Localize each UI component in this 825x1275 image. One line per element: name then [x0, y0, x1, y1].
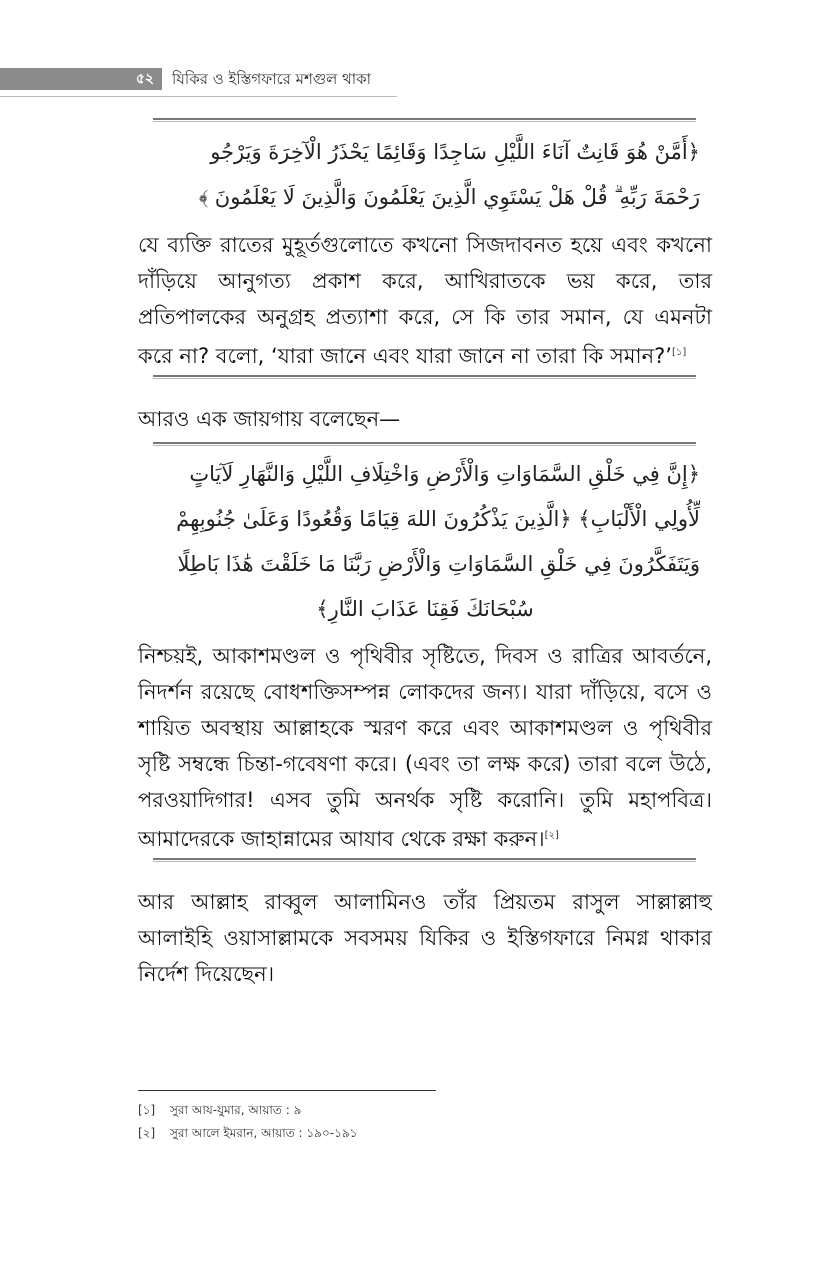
running-title: যিকির ও ইস্তিগফারে মশগুল থাকা: [172, 70, 371, 88]
arabic-verse-2: [150, 452, 700, 632]
footnote-mark-2[interactable]: [২]: [544, 830, 559, 841]
separator-top-2: [153, 442, 696, 444]
header-rule: [0, 96, 397, 97]
footnote-mark-1[interactable]: [১]: [671, 347, 687, 358]
arabic-line: سُبْحَانَكَ فَقِنَا عَذَابَ النَّارِ﴾: [316, 597, 534, 621]
separator-top-1: [153, 118, 696, 120]
translation-1: [138, 227, 712, 374]
footnote-number: [২]: [138, 1126, 156, 1140]
translation-text: নিশ্চয়ই, আকাশমণ্ডল ও পৃথিবীর সৃষ্টিতে, দিবস ও রাত্রির আবর্তনে, নিদর্শন রয়েছে বোধশক্তিসম্পন্ন লোকদের জন্য। যারা দাঁড়িয়ে, বসে ও শায়িত অবস্থায় আল্লাহকে স্মরণ করে এবং আকাশমণ্ডল ও পৃথিবীর সৃষ্টি সম্বন্ধে চিন্তা-গবেষণা করে। (এবং তা লক্ষ করে) তারা বলে উঠে, পরওয়াদিগার! এসব তুমি অনর্থক সৃষ্টি করোনি। তুমি মহাপবিত্র। আমাদেরকে জাহান্নামের আযাব থেকে রক্ষা করুন।: [138, 644, 712, 851]
footnote-1: [138, 1101, 301, 1119]
arabic-line: رَحْمَةَ رَبِّهِ ۗ قُلْ هَلْ يَسْتَوِي الَّذِينَ يَعْلَمُونَ وَالَّذِينَ لَا يَعْلَمُونَ ﴾: [198, 185, 700, 209]
footnote-text: সুরা আলে ইমরান, আয়াত : ১৯০-১৯১: [170, 1126, 358, 1140]
page-number: ৫২: [135, 71, 154, 87]
separator-bottom-1: [153, 375, 696, 377]
footnote-2: [138, 1124, 357, 1142]
closing-paragraph: [138, 884, 712, 992]
intro-line: আরও এক জায়গায় বলেছেন—: [138, 407, 401, 431]
arabic-line: وَيَتَفَكَّرُونَ فِي خَلْقِ السَّمَاوَاتِ وَالْأَرْضِ رَبَّنَا مَا خَلَقْتَ هَٰذَا بَاطِلًا: [177, 552, 700, 576]
footnote-rule: [138, 1090, 436, 1091]
arabic-line: ﴿إِنَّ فِي خَلْقِ السَّمَاوَاتِ وَالْأَرْضِ وَاخْتِلَافِ اللَّيْلِ وَالنَّهَارِ لَآيَاتٍ: [189, 462, 700, 486]
arabic-line: لِّأُولِي الْأَلْبَابِ﴾ ﴿الَّذِينَ يَذْكُرُونَ اللهَ قِيَامًا وَقُعُودًا وَعَلَىٰ جُنُوبِهِمْ: [176, 507, 700, 531]
arabic-verse-1: [150, 130, 700, 220]
footnote-number: [১]: [138, 1103, 156, 1117]
closing-text: আর আল্লাহ রাব্বুল আলামিনও তাঁর প্রিয়তম রাসুল সাল্লাল্লাহু আলাইহি ওয়াসাল্লামকে সবসময় যিকির ও ইস্তিগফারে নিমগ্ন থাকার নির্দেশ দিয়েছেন।: [138, 890, 712, 986]
arabic-line: ﴿أَمَّنْ هُوَ قَانِتٌ آنَاءَ اللَّيْلِ سَاجِدًا وَقَائِمًا يَحْذَرُ الْآخِرَةَ وَيَرْجُو: [210, 140, 700, 164]
footnote-text: সুরা আয-যুমার, আয়াত : ৯: [170, 1103, 302, 1117]
translation-2: [138, 638, 712, 857]
translation-text: যে ব্যক্তি রাতের মুহূর্তগুলোতে কখনো সিজদাবনত হয়ে এবং কখনো দাঁড়িয়ে আনুগত্য প্রকাশ করে, আখিরাতকে ভয় করে, তার প্রতিপালকের অনুগ্রহ প্রত্যাশা করে, সে কি তার সমান, যে এমনটা করে না? বলো, ‘যারা জানে এবং যারা জানে না তারা কি সমান?’: [138, 233, 712, 368]
separator-bottom-2: [153, 858, 696, 860]
